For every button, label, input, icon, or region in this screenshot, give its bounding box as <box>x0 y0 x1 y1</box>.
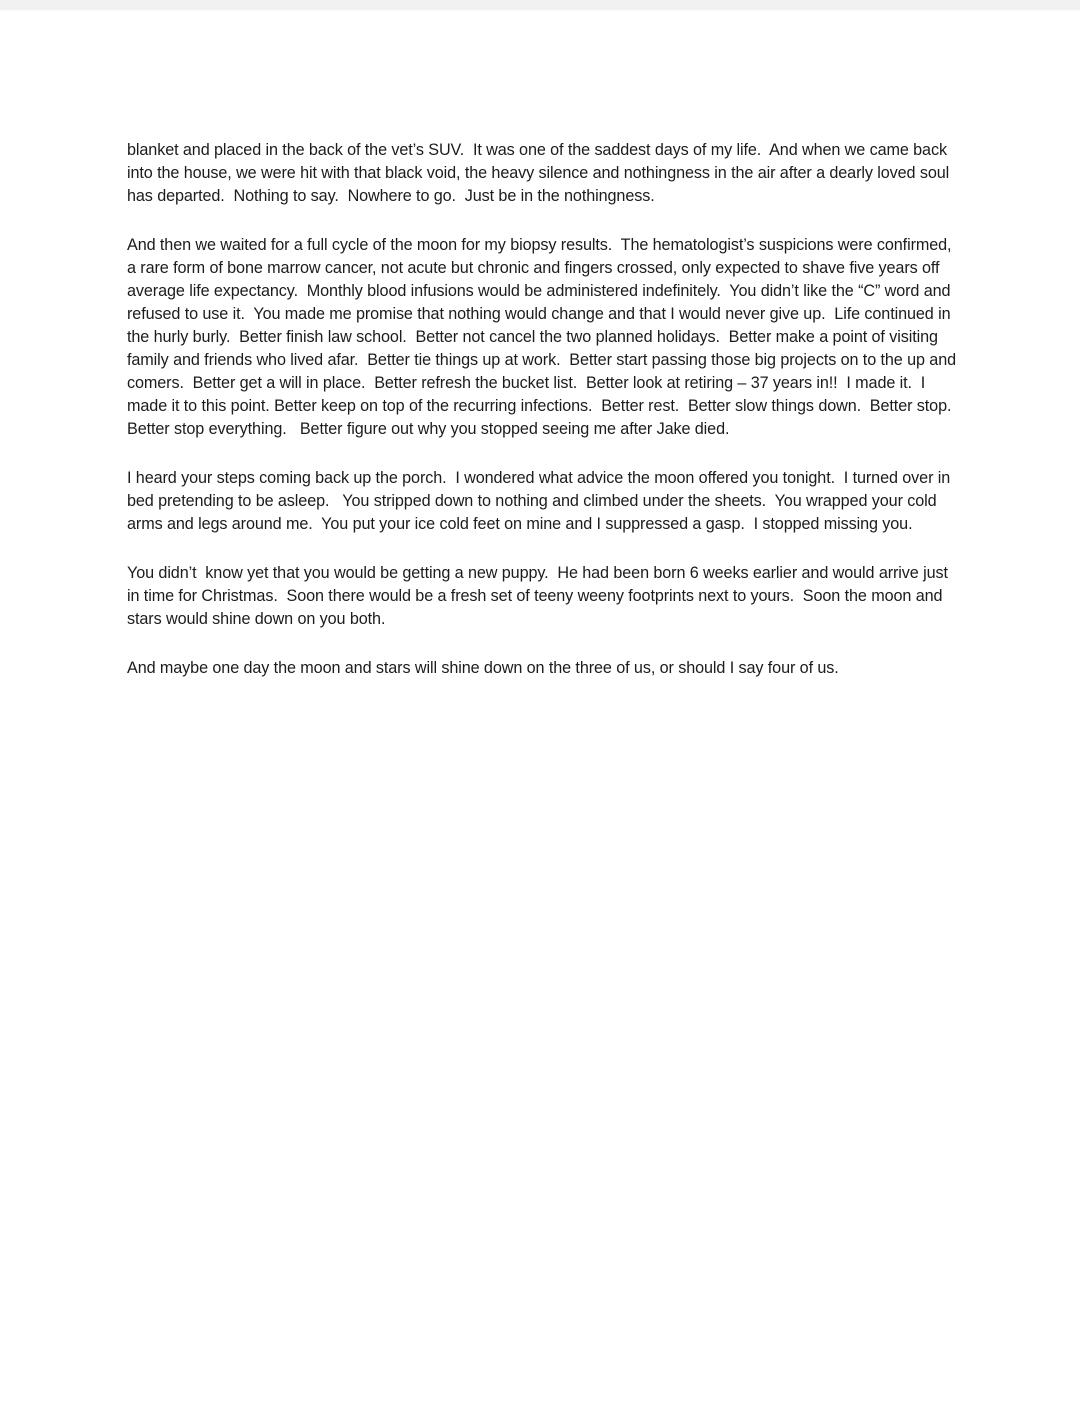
document-page[interactable] <box>0 12 1080 766</box>
paragraph: And maybe one day the moon and stars will shine down on the three of us, or should I say four of us. <box>127 659 839 677</box>
paragraph: And then we waited for a full cycle of the moon for my biopsy results. The hematologist’s suspicions were confirmed, a rare form of bone marrow cancer, not acute but chronic and fingers crossed, only expected to shave five years off average life expectancy. Monthly blood infusions would be administered indefinitely. You didn’t like the “C” word and refused to use it. You made me promise that nothing would change and that I would never give up. Life continued in the hurly burly. Better finish law school. Better not cancel the two planned holidays. Better make a point of visiting family and friends who lived afar. Better tie things up at work. Better start passing those big projects on to the up and comers. Better get a will in place. Better refresh the bucket list. Better look at retiring – 37 years in!! I made it. I made it to this point. Better keep on top of the recurring infections. Better rest. Better slow things down. Better stop. Better stop everything. Better figure out why you stopped seeing me after Jake died. <box>127 236 961 438</box>
paragraph: You didn’t know yet that you would be getting a new puppy. He had been born 6 weeks earlier and would arrive just in time for Christmas. Soon there would be a fresh set of teeny weeny footprints next to yours. Soon the moon and stars would shine down on you both. <box>127 564 953 628</box>
paragraph: I heard your steps coming back up the porch. I wondered what advice the moon offered you tonight. I turned over in bed pretending to be asleep. You stripped down to nothing and climbed under the sheets. You wrapped your cold arms and legs around me. You put your ice cold feet on mine and I suppressed a gasp. I stopped missing you. <box>127 469 955 533</box>
window-top-strip <box>0 0 1080 12</box>
paragraph: blanket and placed in the back of the vet’s SUV. It was one of the saddest days of my life. And when we came back into the house, we were hit with that black void, the heavy silence and nothingness in the air after a dearly loved soul has departed. Nothing to say. Nowhere to go. Just be in the nothingness. <box>127 141 954 205</box>
